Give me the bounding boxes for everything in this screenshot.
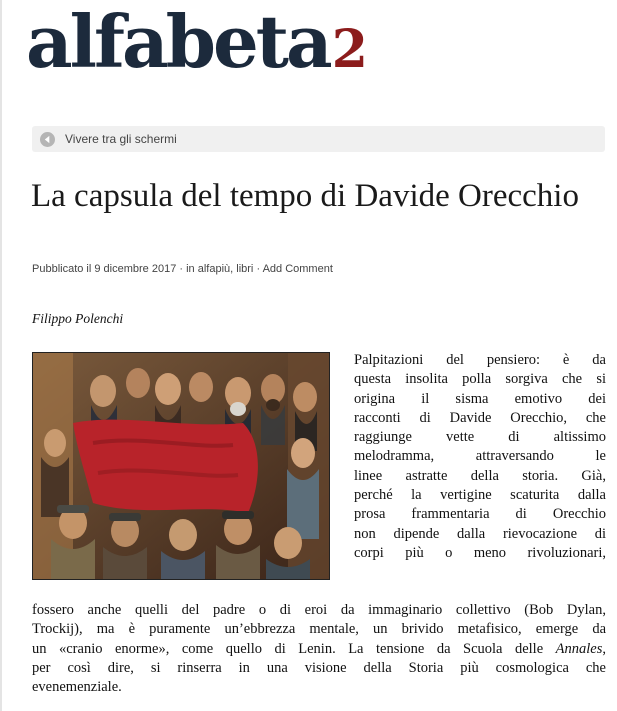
article-painting-image — [32, 352, 330, 580]
article-title: La capsula del tempo di Davide Orecchio — [31, 178, 579, 214]
article-paragraph-1 — [354, 351, 606, 563]
text-line: evenemenziale. — [32, 679, 122, 696]
text-line: Trockij), ma è puramente un’ebbrezza mentale, un brivido metafisico, emerge da — [32, 621, 606, 638]
text-line: linee astratte della storia. Già, — [354, 467, 606, 484]
text-line: per così dire, si rinserra in una visione della Storia più cosmologica che — [32, 659, 606, 676]
text-line: melodramma, attraversando le — [354, 448, 606, 465]
logo-number: 2 — [331, 19, 368, 80]
text-line: prosa frammentaria di Orecchio — [354, 506, 606, 523]
meta-separator: · — [253, 263, 263, 275]
text-line: non dipende dalla rievocazione di — [354, 525, 606, 542]
text-line: fossero anche quelli del padre o di eroi da immaginario collettivo (Bob Dylan, — [32, 602, 606, 618]
previous-article-label: Vivere tra gli schermi — [65, 132, 177, 146]
previous-article-nav[interactable] — [32, 126, 605, 152]
category-separator: , — [230, 263, 237, 275]
add-comment-link[interactable]: Add Comment — [262, 263, 333, 275]
text-line-with-italic — [32, 640, 606, 659]
text-line: questa insolita polla sorgiva che si — [354, 371, 606, 388]
meta-in-text: · in — [176, 263, 198, 275]
category-link-alfapiu[interactable]: alfapiù — [197, 263, 231, 275]
arrow-left-icon — [40, 132, 55, 147]
category-link-libri[interactable]: libri — [236, 263, 254, 275]
italic-term-annales: Annales — [555, 640, 603, 657]
article-author: Filippo Polenchi — [32, 311, 124, 326]
article-meta — [32, 263, 333, 275]
article-paragraph-2 — [32, 601, 606, 697]
text-fragment: un «cranio enorme», come quello di Lenin. La tensione da Scuola delle — [32, 640, 556, 657]
text-line: corpi più o meno rivoluzionari, — [354, 544, 606, 561]
left-border — [0, 0, 2, 711]
text-line: origina il sisma emotivo dei — [354, 390, 606, 407]
text-line: racconti di Davide Orecchio, che — [354, 409, 606, 426]
text-line: perché la vertigine scaturita dalla — [354, 487, 606, 504]
text-line: raggiunge vette di altissimo — [354, 429, 606, 446]
text-fragment: , — [602, 640, 606, 657]
site-logo[interactable] — [26, 0, 368, 84]
logo-word: alfabeta — [26, 0, 330, 84]
published-date: Pubblicato il 9 dicembre 2017 — [32, 263, 177, 275]
text-line: Palpitazioni del pensiero: è da — [354, 352, 606, 368]
